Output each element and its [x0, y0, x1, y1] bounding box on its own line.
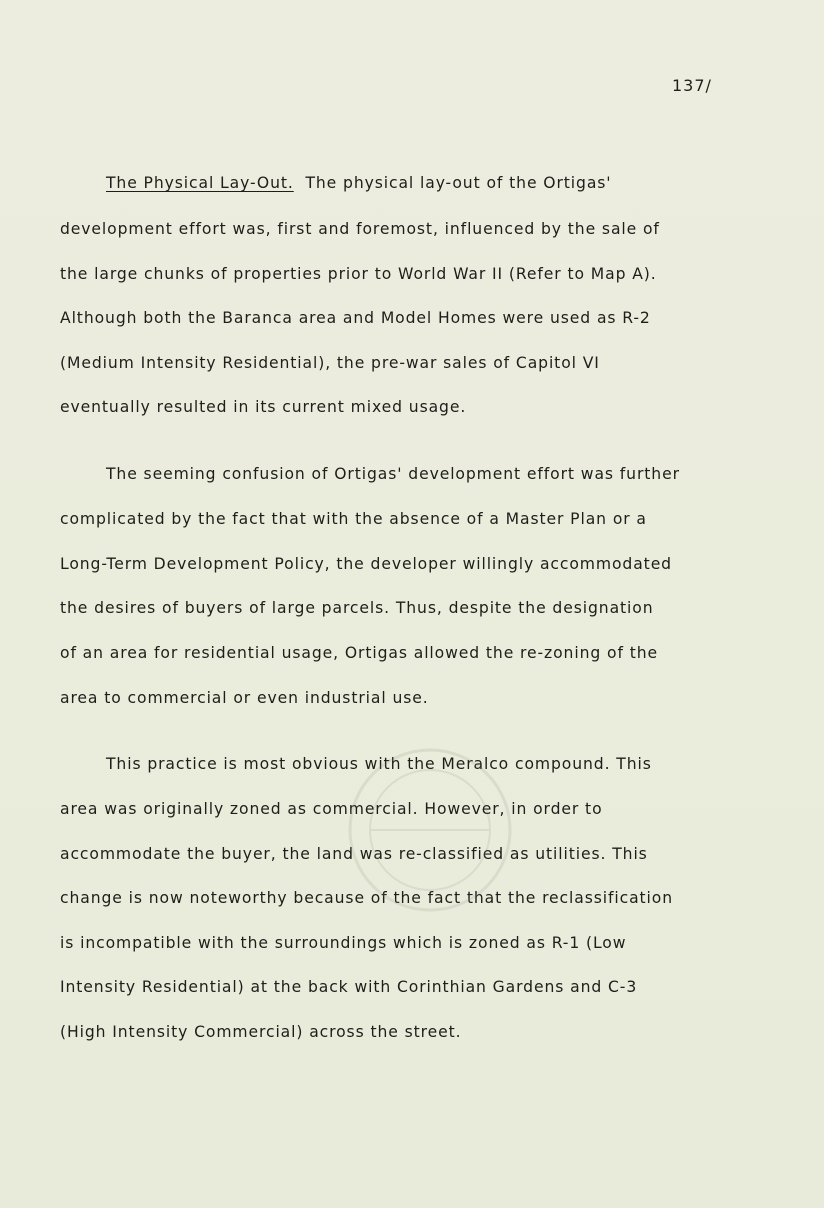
paragraph-3-line-5: is incompatible with the surroundings which is zoned as R-1 (Low	[60, 934, 627, 952]
paragraph-3-line-6: Intensity Residential) at the back with Corinthian Gardens and C-3	[60, 978, 638, 996]
paragraph-2-line-3: Long-Term Development Policy, the developer willingly accommodated	[60, 555, 672, 573]
page-number: 137/	[672, 76, 712, 95]
paragraph-3-line-4: change is now noteworthy because of the fact that the reclassification	[60, 889, 674, 907]
paragraph-3-line-2: area was originally zoned as commercial. However, in order to	[60, 800, 603, 818]
paragraph-1-line-1	[106, 174, 612, 192]
paragraph-1-line-1-text: The physical lay-out of the Ortigas'	[305, 174, 612, 192]
paragraph-3-line-3: accommodate the buyer, the land was re-classified as utilities. This	[60, 845, 648, 863]
section-heading: The Physical Lay-Out.	[106, 174, 294, 192]
paragraph-1-line-6: eventually resulted in its current mixed usage.	[60, 398, 467, 416]
paragraph-2-line-6: area to commercial or even industrial use.	[60, 689, 429, 707]
paragraph-2-line-4: the desires of buyers of large parcels. Thus, despite the designation	[60, 599, 654, 617]
paragraph-2-line-5: of an area for residential usage, Ortigas allowed the re-zoning of the	[60, 644, 658, 662]
paragraph-1-line-4: Although both the Baranca area and Model Homes were used as R-2	[60, 309, 651, 327]
paragraph-3-line-1: This practice is most obvious with the Meralco compound. This	[106, 755, 652, 773]
paragraph-1-line-2: development effort was, first and foremost, influenced by the sale of	[60, 220, 660, 238]
watermark-mark	[330, 730, 530, 930]
paragraph-1-line-3: the large chunks of properties prior to World War II (Refer to Map A).	[60, 265, 657, 283]
paragraph-2-line-2: complicated by the fact that with the absence of a Master Plan or a	[60, 510, 647, 528]
paragraph-3-line-7: (High Intensity Commercial) across the street.	[60, 1023, 462, 1041]
paragraph-2-line-1: The seeming confusion of Ortigas' development effort was further	[106, 465, 680, 483]
paragraph-1-line-5: (Medium Intensity Residential), the pre-war sales of Capitol VI	[60, 354, 600, 372]
